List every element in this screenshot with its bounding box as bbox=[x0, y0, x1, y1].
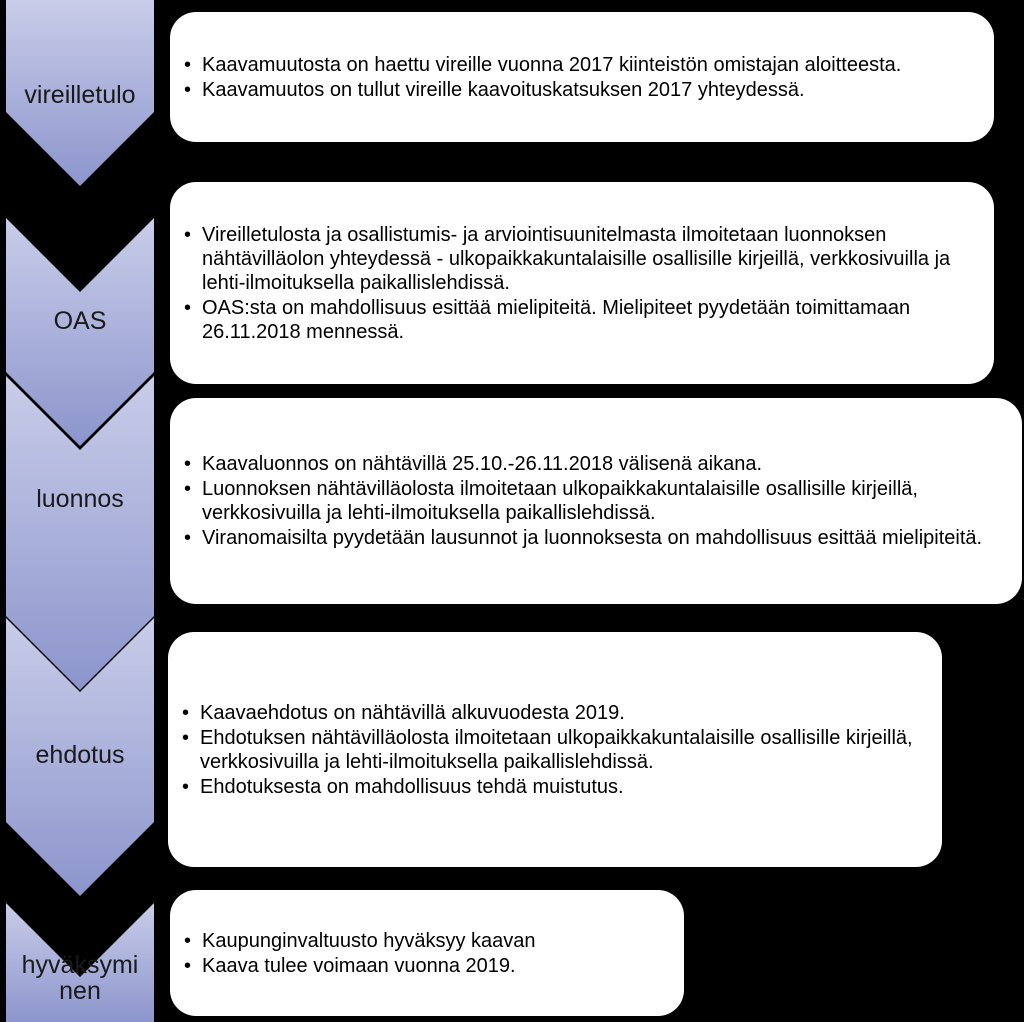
stage-box-luonnos bbox=[170, 398, 1022, 604]
stage-box-hyvaksyminen bbox=[170, 890, 684, 1016]
stage-box-vireilletulo bbox=[170, 12, 994, 142]
stage-label-line-2: nen bbox=[59, 977, 101, 1005]
stage-label-luonnos: luonnos bbox=[36, 485, 124, 513]
stage-label-ehdotus: ehdotus bbox=[35, 741, 125, 769]
bullet-list bbox=[182, 222, 980, 345]
bullet-item: • Ehdotuksen nähtävilläolosta ilmoitetaan ulkopaikkakuntalaisille osallisille kirjeillä, verkkosivuilla ja lehti-ilmoituksella paikallislehdissä. bbox=[180, 726, 928, 774]
bullet-item: • Kaava tulee voimaan vuonna 2019. bbox=[182, 954, 670, 978]
bullet-item: • Luonnoksen nähtävilläolosta ilmoitetaan ulkopaikkakuntalaisille osallisille kirjeillä, verkkosivuilla ja lehti-ilmoituksella paikallislehdissä. bbox=[182, 477, 1008, 525]
bullet-item: • Vireilletulosta ja osallistumis- ja arviointisuunitelmasta ilmoitetaan luonnoksen nähtävilläolon yhteydessä - ulkopaikkakuntalaisille osallisille kirjeillä, verkkosivuilla ja lehti-ilmoituksella paikallislehdissä. bbox=[182, 223, 980, 295]
bullet-item: • Ehdotuksesta on mahdollisuus tehdä muistutus. bbox=[180, 775, 928, 799]
stage-label-oas: OAS bbox=[53, 307, 107, 335]
bullet-item: • Kaavaluonnos on nähtävillä 25.10.-26.11.2018 välisenä aikana. bbox=[182, 452, 1008, 476]
bullet-item: • Kaupunginvaltuusto hyväksyy kaavan bbox=[182, 929, 670, 953]
bullet-item: • Viranomaisilta pyydetään lausunnot ja luonnoksesta on mahdollisuus esittää mielipiteitä. bbox=[182, 526, 1008, 550]
stage-label-line-1: hyväksymi bbox=[21, 951, 139, 979]
stage-box-ehdotus bbox=[168, 632, 942, 867]
bullet-list bbox=[180, 700, 928, 800]
bullet-list bbox=[182, 928, 670, 979]
bullet-item: • Kaavaehdotus on nähtävillä alkuvuodesta 2019. bbox=[180, 701, 928, 725]
bullet-item: • Kaavamuutosta on haettu vireille vuonna 2017 kiinteistön omistajan aloitteesta. bbox=[182, 53, 980, 77]
stage-label-vireilletulo: vireilletulo bbox=[24, 81, 136, 109]
stage-box-oas bbox=[170, 182, 994, 384]
bullet-item: • Kaavamuutos on tullut vireille kaavoituskatsuksen 2017 yhteydessä. bbox=[182, 78, 980, 102]
bullet-item: • OAS:sta on mahdollisuus esittää mielipiteitä. Mielipiteet pyydetään toimittamaan 26.11.2018 mennessä. bbox=[182, 296, 980, 344]
bullet-list bbox=[182, 52, 980, 103]
stage-label-hyvaksyminen bbox=[0, 952, 160, 1004]
bullet-list bbox=[182, 451, 1008, 551]
